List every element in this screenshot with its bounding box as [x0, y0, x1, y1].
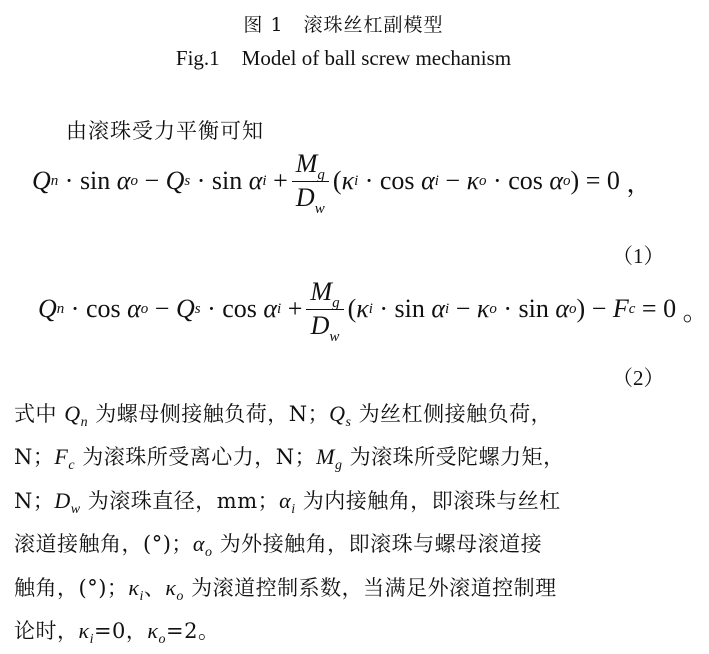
eq2-punct: 。	[682, 296, 709, 326]
description-line: 滚道接触角，(°)；$\alpha_o$ 为外接触角，即滚珠与螺母滚道接	[14, 531, 543, 561]
eq1-rhs: 0	[606, 166, 620, 196]
intro-text: 由滚珠受力平衡可知	[66, 119, 264, 143]
description-line: N；$F_c$ 为滚珠所受离心力，N；$M_g$ 为滚珠所受陀螺力矩，	[14, 444, 565, 474]
figure-title: Model of ball screw mechanism	[241, 46, 512, 70]
variable-description	[14, 393, 674, 654]
description-line: 触角，(°)；$\kappa_i$、$\kappa_o$ 为滚道控制系数，当满足外滚道控制理	[14, 574, 557, 605]
equation-number-2: （2）	[612, 366, 665, 390]
description-line: N；$D_w$ 为滚珠直径，mm；$\alpha_i$ 为内接触角，即滚珠与丝杠	[14, 487, 561, 518]
description-line: 式中 $Q_n$ 为螺母侧接触负荷，N；$Q_s$ 为丝杠侧接触负荷，	[14, 401, 553, 431]
description-line: 论时，$\kappa_i=0$，$\kappa_o=2$。	[14, 618, 220, 648]
eq1-punct: ，	[626, 168, 653, 198]
equation-1: Q n · sin α o − Q s · sin α i + $\frac{M_g}{D_w}$ ( κ i · cos α i − κ o · cos α o ) = 0 ，	[32, 149, 653, 217]
figure-caption-chinese: 图 1 滚珠丝杠副模型	[243, 14, 444, 36]
figure-label: Fig.1	[175, 46, 220, 70]
figure-caption-english	[0, 46, 687, 71]
fraction-mg-dw-2: $\frac{M_g}{D_w}$	[306, 278, 343, 340]
eq2-rhs: 0	[663, 294, 677, 324]
fraction-mg-dw-1: $\frac{M_g}{D_w}$	[292, 150, 329, 212]
equation-number-1: （1）	[612, 244, 665, 268]
equation-2: Q n · cos α o − Q s · cos α i + $\frac{M_g}{D_w}$ ( κ i · sin α i − κ o · sin α o ) − F c = 0 。	[38, 277, 709, 345]
